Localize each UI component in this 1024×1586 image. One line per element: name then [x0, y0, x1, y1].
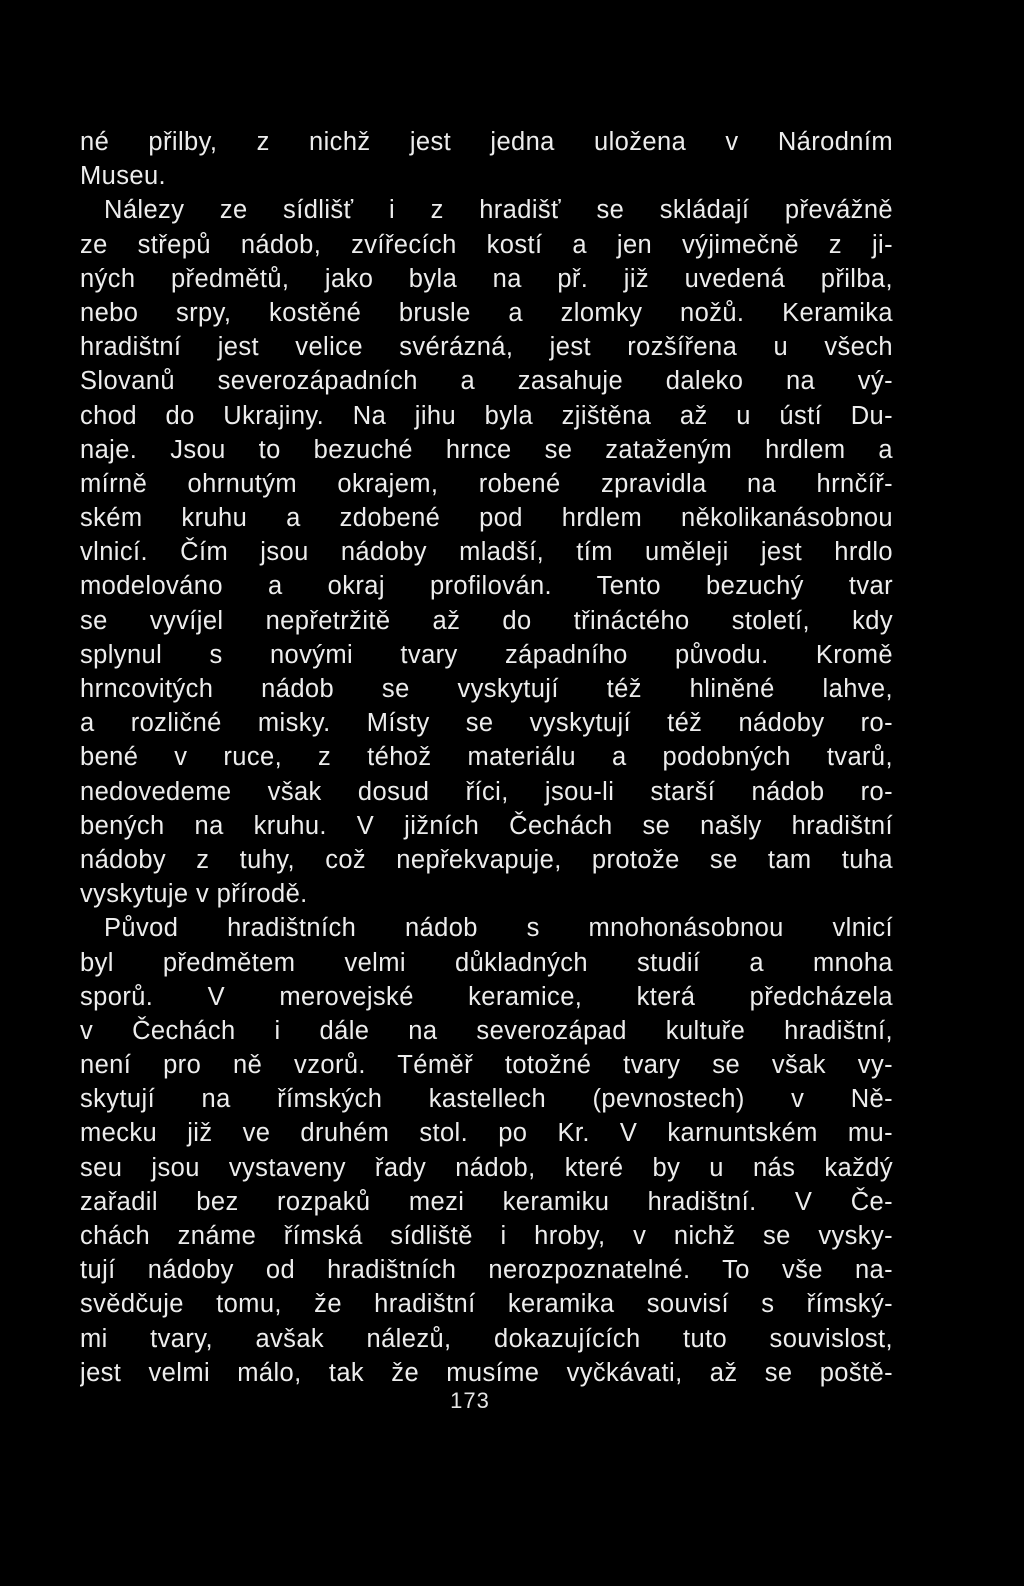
text-line: zařadil bez rozpaků mezi keramiku hradištní. V Če- — [80, 1187, 893, 1216]
text-line: vyskytuje v přírodě. — [80, 880, 308, 909]
text-line: nebo srpy, kostěné brusle a zlomky nožů. Keramika — [80, 298, 893, 327]
text-line: né přilby, z nichž jest jedna uložena v Národním — [80, 128, 893, 156]
text-line: není pro ně vzorů. Téměř totožné tvary se však vy- — [80, 1051, 893, 1080]
text-line: chách známe římská sídliště i hroby, v nichž se vysky- — [80, 1222, 893, 1250]
text-line: bené v ruce, z téhož materiálu a podobných tvarů, — [80, 743, 893, 772]
text-line: svědčuje tomu, že hradištní keramika souvisí s římský- — [80, 1290, 893, 1319]
text-line: hradištní jest velice svérázná, jest rozšířena u všech — [80, 333, 893, 362]
text-line: ze střepů nádob, zvířecích kostí a jen výjimečně z ji- — [80, 230, 893, 259]
text-line: byl předmětem velmi důkladných studií a mnoha — [80, 948, 893, 977]
text-line: Původ hradištních nádob s mnohonásobnou vlnicí — [104, 914, 893, 943]
text-line: modelováno a okraj profilován. Tento bezuchý tvar — [80, 572, 893, 601]
text-line: vlnicí. Čím jsou nádoby mladší, tím uměleji jest hrdlo — [80, 538, 893, 567]
text-line: sporů. V merovejské keramice, která předcházela — [80, 982, 893, 1011]
text-line: splynul s novými tvary západního původu. Kromě — [80, 640, 893, 669]
text-line: bených na kruhu. V jižních Čechách se našly hradištní — [80, 811, 893, 840]
text-line: mírně ohrnutým okrajem, robené zpravidla na hrnčíř- — [80, 469, 893, 498]
text-line: se vyvíjel nepřetržitě až do třináctého století, kdy — [80, 606, 893, 635]
text-block — [80, 125, 893, 1390]
text-line: nádoby z tuhy, což nepřekvapuje, protože se tam tuha — [80, 845, 893, 874]
text-line: ském kruhu a zdobené pod hrdlem několikanásobnou — [80, 504, 893, 533]
text-line: Slovanů severozápadních a zasahuje daleko na vý- — [80, 367, 893, 396]
text-line: mi tvary, avšak nálezů, dokazujících tuto souvislost, — [80, 1324, 893, 1353]
text-line: a rozličné misky. Místy se vyskytují též nádoby ro- — [80, 709, 893, 738]
text-line: hrncovitých nádob se vyskytují též hliněné lahve, — [80, 675, 893, 703]
text-line: naje. Jsou to bezuché hrnce se zataženým hrdlem a — [80, 435, 893, 464]
text-line: nedovedeme však dosud říci, jsou-li starší nádob ro- — [80, 777, 893, 806]
text-line: tují nádoby od hradištních nerozpoznatelné. To vše na- — [80, 1256, 893, 1285]
page-number: 173 — [450, 1388, 490, 1413]
text-line: chod do Ukrajiny. Na jihu byla zjištěna až u ústí Du- — [80, 401, 893, 430]
text-line: v Čechách i dále na severozápad kultuře hradištní, — [80, 1016, 893, 1045]
text-line: skytují na římských kastellech (pevnostech) v Ně- — [80, 1085, 893, 1114]
text-line: mecku již ve druhém stol. po Kr. V karnuntském mu- — [80, 1119, 893, 1148]
text-line: ných předmětů, jako byla na př. již uvedená přilba, — [80, 264, 893, 293]
text-line: Museu. — [80, 162, 167, 191]
text-line: seu jsou vystaveny řady nádob, které by u nás každý — [80, 1153, 893, 1182]
text-line: Nálezy ze sídlišť i z hradišť se skládají převážně — [104, 196, 893, 225]
text-line: jest velmi málo, tak že musíme vyčkávati, až se poště- — [80, 1358, 893, 1387]
